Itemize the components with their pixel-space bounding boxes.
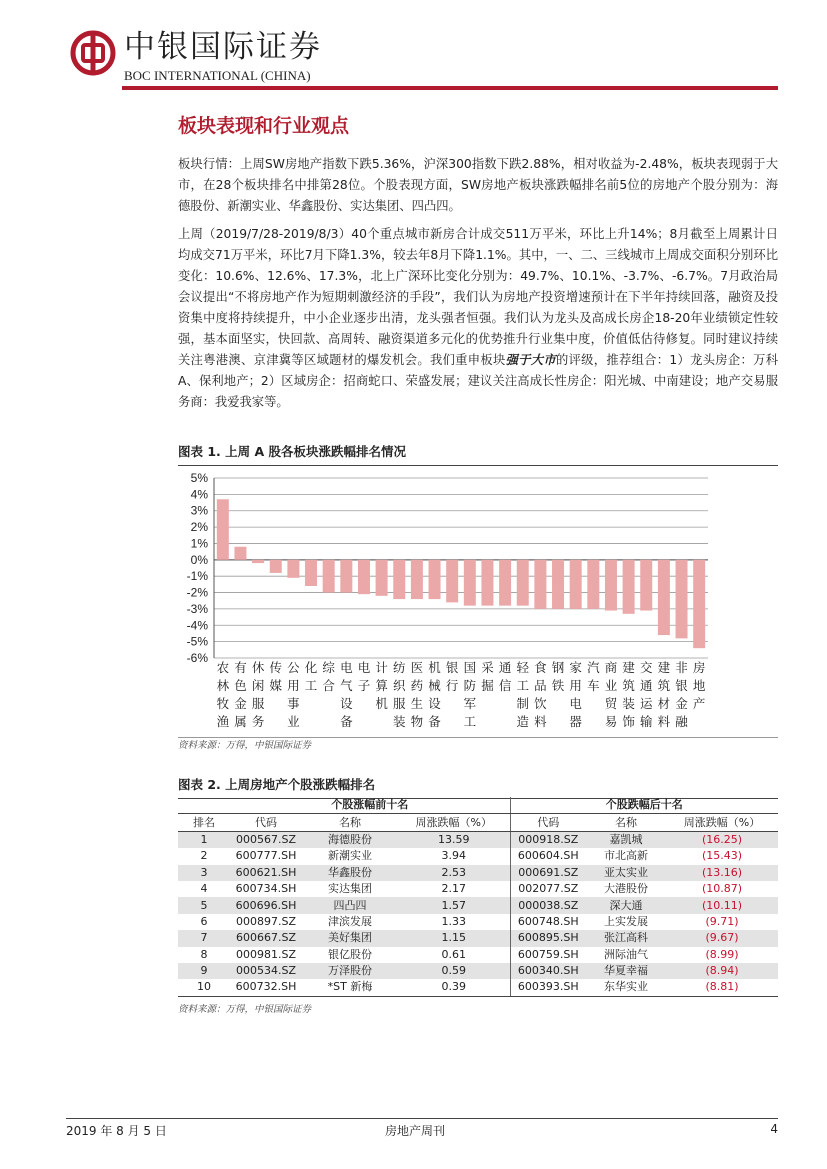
rank-cell: 3	[178, 865, 230, 881]
figure1-title: 图表 1. 上周 A 股各板块涨跌幅排名情况	[178, 443, 778, 466]
code-cell: 600393.SH	[510, 979, 586, 996]
rank-cell: 9	[178, 963, 230, 979]
change-cell: (8.94)	[666, 963, 778, 979]
category-label: 纺织服装	[392, 660, 406, 729]
bar	[411, 560, 423, 599]
change-cell: 2.53	[398, 865, 510, 881]
rank-cell: 1	[178, 831, 230, 848]
y-tick-label: -5%	[186, 634, 208, 649]
category-label: 国防军工	[463, 660, 477, 729]
change-cell: 2.17	[441, 882, 466, 896]
name-cell: 银亿股份	[328, 947, 372, 961]
name-cell: 华夏幸福	[586, 963, 666, 979]
change-cell: 1.57	[398, 897, 510, 913]
category-label: 商业贸易	[604, 660, 618, 729]
rank-cell: 5	[178, 897, 230, 913]
bar	[693, 560, 705, 648]
category-label: 综合	[322, 660, 335, 693]
y-tick-label: -2%	[186, 585, 208, 600]
bar	[517, 560, 529, 606]
bar	[499, 560, 511, 606]
col-rank: 排名	[178, 814, 230, 831]
bar	[552, 560, 564, 609]
table-row	[178, 848, 778, 864]
code-cell: 000981.SZ	[235, 947, 296, 961]
code-cell: 600696.SH	[230, 897, 302, 913]
name-cell: 万泽股份	[302, 963, 398, 979]
name-cell: 新潮实业	[328, 849, 372, 863]
category-label: 非银金融	[675, 660, 688, 729]
category-label: 机械设备	[428, 660, 441, 729]
bar	[323, 560, 335, 593]
table-row	[178, 947, 778, 963]
name-cell: 上实发展	[604, 914, 648, 928]
bar	[270, 560, 282, 573]
change-cell: (8.81)	[666, 979, 778, 996]
change-cell: 3.94	[441, 849, 466, 863]
category-label: 家用电器	[569, 660, 582, 729]
code-cell: 600340.SH	[510, 963, 586, 979]
change-cell: (13.16)	[666, 865, 778, 881]
bar	[234, 547, 246, 560]
category-label: 房地产	[692, 660, 706, 711]
name-cell: 深大通	[586, 897, 666, 913]
code-cell: 600895.SH	[510, 930, 586, 946]
y-tick-label: -4%	[186, 618, 208, 633]
name-cell: 津滨发展	[328, 914, 372, 928]
header-rule	[122, 86, 778, 90]
bar	[217, 499, 229, 560]
change-cell: (9.67)	[666, 930, 778, 946]
category-label: 传媒	[269, 660, 283, 693]
bar	[252, 560, 264, 563]
code-cell: 600734.SH	[235, 882, 297, 896]
change-cell: (8.99)	[705, 947, 739, 961]
change-cell: 0.59	[398, 963, 510, 979]
y-tick-label: 1%	[190, 536, 208, 551]
change-cell: (10.87)	[701, 882, 743, 896]
table-row	[178, 865, 778, 881]
code-cell: 000918.SZ	[510, 831, 586, 848]
col-change: 周涨跌幅（%）	[666, 814, 778, 831]
figure2-source: 资料来源：万得，中银国际证券	[178, 1004, 312, 1015]
rank-cell: 6	[200, 914, 208, 928]
y-tick-label: 0%	[190, 552, 208, 567]
page-number: 4	[770, 1122, 778, 1136]
code-cell: 000897.SZ	[235, 914, 296, 928]
bar	[464, 560, 476, 606]
category-label: 公用事业	[287, 660, 300, 729]
name-cell: 美好集团	[302, 930, 398, 946]
code-cell: 600748.SH	[510, 914, 586, 930]
change-cell: 1.33	[441, 914, 466, 928]
change-cell: (9.71)	[705, 914, 739, 928]
name-cell: 市北高新	[604, 849, 648, 863]
sector-bar-chart	[178, 466, 778, 736]
name-cell: 海德股份	[302, 831, 398, 848]
name-cell: 亚太实业	[586, 865, 666, 881]
code-cell: 000567.SZ	[230, 831, 302, 848]
table-row	[178, 881, 778, 897]
code-cell: 600777.SH	[235, 849, 297, 863]
change-cell: 0.39	[398, 979, 510, 996]
change-cell: 13.59	[398, 831, 510, 848]
rank-cell: 8	[200, 947, 208, 961]
paragraph-market-view	[178, 224, 778, 413]
change-cell: (16.25)	[666, 831, 778, 848]
category-label: 食品饮料	[534, 660, 547, 729]
col-change: 周涨跌幅（%）	[398, 814, 510, 831]
y-tick-label: -3%	[186, 601, 208, 616]
col-name: 名称	[586, 814, 666, 831]
bar	[658, 560, 670, 635]
bar	[640, 560, 652, 611]
table-row	[178, 930, 778, 946]
change-cell: (15.43)	[701, 849, 743, 863]
category-label: 交通运输	[639, 660, 653, 729]
table-row	[178, 979, 778, 996]
change-cell: (10.11)	[666, 897, 778, 913]
table-row	[178, 914, 778, 930]
group-top-ten: 个股涨幅前十名	[230, 797, 510, 814]
category-label: 计算机	[375, 660, 388, 711]
category-label: 农林牧渔	[216, 660, 230, 729]
figure2-title: 图表 2. 上周房地产个股涨跌幅排名	[178, 776, 778, 799]
category-label: 汽车	[587, 660, 600, 693]
code-cell: 600667.SZ	[230, 930, 302, 946]
chart-svg	[178, 466, 778, 736]
footer-date: 2019 年 8 月 5 日	[66, 1124, 167, 1138]
paragraph-sector-performance: 板块行情：上周SW房地产指数下跌5.36%，沪深300指数下跌2.88%，相对收益为-2.48%，板块表现弱于大市，在28个板块排名中排第28位。个股表现方面，SW房地产板块涨跌幅排名前5位的房地产个股分别为：海德股份、新潮实业、华鑫股份、实达集团、四凸四。	[178, 157, 778, 213]
rank-cell: 10	[178, 979, 230, 996]
code-cell: 600621.SH	[230, 865, 302, 881]
name-cell: 张江高科	[586, 930, 666, 946]
category-label: 有色金属	[234, 660, 247, 729]
category-label: 建筑材料	[657, 660, 671, 729]
category-label: 建筑装饰	[622, 660, 635, 729]
category-label: 钢铁	[551, 660, 565, 693]
col-name: 名称	[302, 814, 398, 831]
name-cell: 洲际油气	[604, 947, 648, 961]
divider	[178, 737, 778, 738]
bar	[305, 560, 317, 586]
footer-rule	[66, 1118, 778, 1119]
y-tick-label: 4%	[190, 487, 208, 502]
name-cell: *ST 新梅	[302, 979, 398, 996]
col-code: 代码	[230, 814, 302, 831]
brand-name-en: BOC INTERNATIONAL (CHINA)	[124, 68, 311, 83]
bar	[340, 560, 352, 593]
bar	[587, 560, 599, 609]
change-cell: 0.61	[441, 947, 466, 961]
stock-ranking-table	[178, 797, 778, 997]
category-label: 通信	[498, 660, 512, 693]
code-cell: 600759.SH	[510, 947, 586, 963]
bar	[623, 560, 635, 614]
bar	[676, 560, 688, 639]
rank-cell: 4	[200, 882, 208, 896]
table-row	[178, 831, 778, 848]
table-row	[178, 897, 778, 913]
change-cell: 1.15	[398, 930, 510, 946]
rank-cell: 7	[178, 930, 230, 946]
bar	[446, 560, 458, 603]
footer-publication: 房地产周刊	[384, 1124, 445, 1138]
boc-logo-icon	[70, 30, 116, 76]
bar	[570, 560, 582, 609]
code-cell: 600604.SH	[510, 848, 586, 864]
rating-emphasis: 强于大市	[505, 353, 556, 367]
code-cell: 000038.SZ	[510, 897, 586, 913]
y-tick-label: -6%	[186, 651, 208, 665]
code-cell: 002077.SZ	[510, 881, 586, 897]
bar	[358, 560, 370, 594]
name-cell: 东华实业	[586, 979, 666, 996]
bar	[287, 560, 299, 578]
table-row	[178, 963, 778, 979]
category-label: 电气设备	[340, 660, 353, 729]
category-label: 银行	[445, 660, 459, 693]
category-label: 医药生物	[410, 660, 424, 729]
name-cell: 实达集团	[328, 882, 372, 896]
bar	[376, 560, 388, 596]
code-cell: 600732.SH	[230, 979, 302, 996]
spacer	[178, 797, 230, 814]
brand-name-cn: 中银国际证券	[124, 29, 322, 65]
bar	[605, 560, 617, 611]
bar	[429, 560, 441, 599]
col-code: 代码	[510, 814, 586, 831]
paragraph-text: 的评级，推荐组合：1）龙头房企：万科A、保利地产；2）区域房企：招商蛇口、荣盛发展；建议关注高成长性房企：阳光城、中南建设；地产交易服务商：我爱我家等。	[178, 353, 778, 409]
section-title: 板块表现和行业观点	[178, 115, 350, 137]
name-cell: 四凸四	[302, 897, 398, 913]
bar	[534, 560, 546, 609]
category-label: 电子	[357, 660, 371, 693]
bar	[393, 560, 405, 599]
name-cell: 嘉凯城	[586, 831, 666, 848]
category-label: 化工	[304, 660, 318, 693]
name-cell: 大港股份	[604, 882, 648, 896]
rank-cell: 2	[200, 849, 208, 863]
paragraph-text: 上周（2019/7/28-2019/8/3）40个重点城市新房合计成交511万平米，环比上升14%；8月截至上周累计日均成交71万平米，环比7月下降1.3%，较去年8月下降1.1%。其中，一、二、三线城市上周成交面积分别环比变化：10.6%、12.6%、17.3%，北上广深环比变化分别为：49.7%、10.1%、-3.7%、-6.7%。7月政治局会议提出“不将房地产作为短期刺激经济的手段”，我们认为房地产投资增速预计在下半年持续回落，融资及投资集中度将持续提升，中小企业逐步出清，龙头强者恒强。我们认为龙头及高成长房企18-20年业绩锁定性较强，基本面坚实，快回款、高周转、融资渠道多元化的优势推升行业集中度，价值低估待修复。同时建议持续关注粤港澳、京津冀等区域题材的爆发机会。我们重申板块	[178, 227, 778, 367]
name-cell: 华鑫股份	[302, 865, 398, 881]
code-cell: 000534.SZ	[230, 963, 302, 979]
group-bottom-ten: 个股跌幅后十名	[510, 797, 778, 814]
category-label: 采掘	[481, 660, 494, 693]
category-label: 轻工制造	[516, 660, 530, 729]
category-label: 休闲服务	[251, 660, 265, 729]
y-tick-label: 2%	[190, 520, 208, 535]
figure1-source: 资料来源：万得，中银国际证券	[178, 740, 312, 751]
y-tick-label: -1%	[186, 569, 208, 584]
y-tick-label: 3%	[190, 503, 208, 518]
bar	[481, 560, 493, 606]
y-tick-label: 5%	[190, 471, 208, 485]
code-cell: 000691.SZ	[510, 865, 586, 881]
